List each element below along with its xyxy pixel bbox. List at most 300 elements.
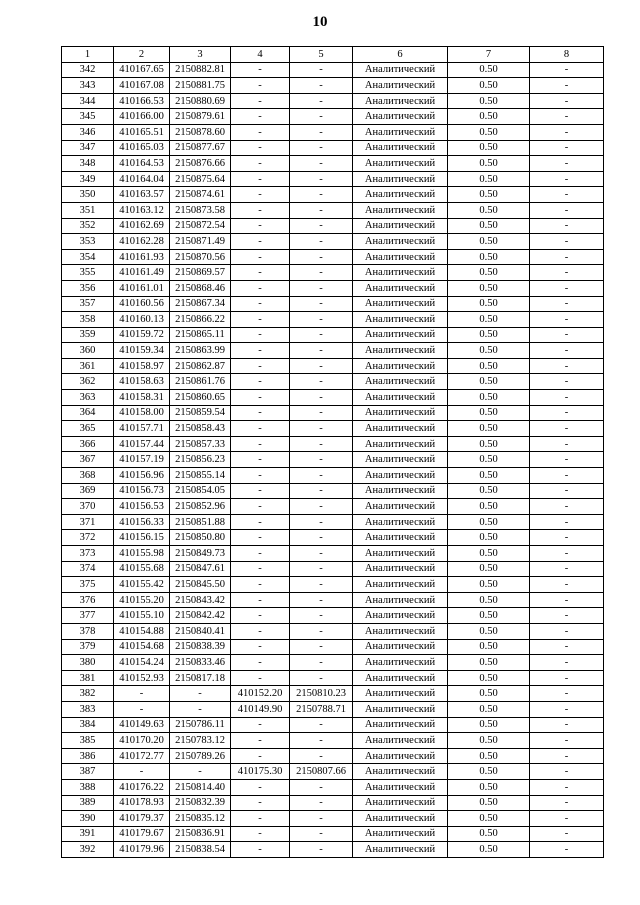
header-cell: 5 (290, 47, 353, 63)
note-cell: - (530, 93, 604, 109)
method-cell: Аналитический (353, 436, 448, 452)
x-coordinate-cell: - (114, 686, 170, 702)
method-cell: Аналитический (353, 93, 448, 109)
x-coordinate-alt-cell: - (231, 343, 290, 359)
point-number-cell: 371 (62, 514, 114, 530)
note-cell: - (530, 452, 604, 468)
table-row (62, 171, 604, 187)
table-row (62, 140, 604, 156)
x-coordinate-alt-cell: - (231, 499, 290, 515)
method-cell: Аналитический (353, 701, 448, 717)
x-coordinate-cell: 410156.15 (114, 530, 170, 546)
x-coordinate-cell: 410158.00 (114, 405, 170, 421)
point-number-cell: 383 (62, 701, 114, 717)
accuracy-cell: 0.50 (448, 124, 530, 140)
accuracy-cell: 0.50 (448, 483, 530, 499)
note-cell: - (530, 62, 604, 78)
x-coordinate-alt-cell: - (231, 748, 290, 764)
point-number-cell: 361 (62, 358, 114, 374)
x-coordinate-cell: 410165.51 (114, 124, 170, 140)
accuracy-cell: 0.50 (448, 764, 530, 780)
y-coordinate-alt-cell: 2150810.23 (290, 686, 353, 702)
x-coordinate-alt-cell: - (231, 312, 290, 328)
note-cell: - (530, 717, 604, 733)
table-row (62, 686, 604, 702)
y-coordinate-alt-cell: - (290, 124, 353, 140)
accuracy-cell: 0.50 (448, 312, 530, 328)
y-coordinate-cell: 2150882.81 (170, 62, 231, 78)
x-coordinate-cell: 410161.93 (114, 249, 170, 265)
note-cell: - (530, 358, 604, 374)
table-row (62, 202, 604, 218)
method-cell: Аналитический (353, 592, 448, 608)
x-coordinate-alt-cell: 410175.30 (231, 764, 290, 780)
table-row (62, 468, 604, 484)
point-number-cell: 373 (62, 546, 114, 562)
x-coordinate-cell: 410170.20 (114, 733, 170, 749)
point-number-cell: 344 (62, 93, 114, 109)
point-number-cell: 376 (62, 592, 114, 608)
x-coordinate-cell: 410155.68 (114, 561, 170, 577)
x-coordinate-alt-cell: - (231, 93, 290, 109)
x-coordinate-cell: 410167.08 (114, 78, 170, 94)
point-number-cell: 380 (62, 655, 114, 671)
y-coordinate-alt-cell: - (290, 280, 353, 296)
note-cell: - (530, 124, 604, 140)
y-coordinate-alt-cell: - (290, 265, 353, 281)
method-cell: Аналитический (353, 811, 448, 827)
table-row (62, 249, 604, 265)
x-coordinate-alt-cell: - (231, 608, 290, 624)
x-coordinate-alt-cell: - (231, 670, 290, 686)
table-row (62, 764, 604, 780)
point-number-cell: 370 (62, 499, 114, 515)
y-coordinate-cell: 2150865.11 (170, 327, 231, 343)
y-coordinate-cell: 2150877.67 (170, 140, 231, 156)
table-row (62, 421, 604, 437)
point-number-cell: 368 (62, 468, 114, 484)
x-coordinate-cell: 410161.01 (114, 280, 170, 296)
method-cell: Аналитический (353, 109, 448, 125)
table-row (62, 109, 604, 125)
x-coordinate-cell: 410160.56 (114, 296, 170, 312)
accuracy-cell: 0.50 (448, 62, 530, 78)
accuracy-cell: 0.50 (448, 218, 530, 234)
x-coordinate-cell: 410166.53 (114, 93, 170, 109)
accuracy-cell: 0.50 (448, 202, 530, 218)
y-coordinate-cell: 2150783.12 (170, 733, 231, 749)
x-coordinate-cell: 410154.24 (114, 655, 170, 671)
method-cell: Аналитический (353, 779, 448, 795)
x-coordinate-cell: 410162.28 (114, 234, 170, 250)
x-coordinate-alt-cell: - (231, 327, 290, 343)
x-coordinate-cell: 410158.31 (114, 390, 170, 406)
point-number-cell: 345 (62, 109, 114, 125)
note-cell: - (530, 577, 604, 593)
accuracy-cell: 0.50 (448, 109, 530, 125)
point-number-cell: 346 (62, 124, 114, 140)
y-coordinate-alt-cell: - (290, 390, 353, 406)
x-coordinate-alt-cell: - (231, 452, 290, 468)
y-coordinate-alt-cell: - (290, 249, 353, 265)
accuracy-cell: 0.50 (448, 577, 530, 593)
table-row (62, 187, 604, 203)
note-cell: - (530, 78, 604, 94)
x-coordinate-alt-cell: 410149.90 (231, 701, 290, 717)
method-cell: Аналитический (353, 421, 448, 437)
y-coordinate-cell: 2150845.50 (170, 577, 231, 593)
y-coordinate-alt-cell: - (290, 421, 353, 437)
table-row (62, 530, 604, 546)
table-row (62, 358, 604, 374)
header-cell: 8 (530, 47, 604, 63)
note-cell: - (530, 374, 604, 390)
x-coordinate-cell: 410158.97 (114, 358, 170, 374)
y-coordinate-cell: 2150866.22 (170, 312, 231, 328)
y-coordinate-cell: 2150817.18 (170, 670, 231, 686)
x-coordinate-cell: 410164.04 (114, 171, 170, 187)
note-cell: - (530, 265, 604, 281)
accuracy-cell: 0.50 (448, 327, 530, 343)
y-coordinate-cell: 2150876.66 (170, 156, 231, 172)
accuracy-cell: 0.50 (448, 93, 530, 109)
table-row (62, 499, 604, 515)
table-row (62, 561, 604, 577)
method-cell: Аналитический (353, 468, 448, 484)
note-cell: - (530, 670, 604, 686)
y-coordinate-cell: 2150814.40 (170, 779, 231, 795)
method-cell: Аналитический (353, 140, 448, 156)
note-cell: - (530, 390, 604, 406)
note-cell: - (530, 421, 604, 437)
y-coordinate-alt-cell: - (290, 374, 353, 390)
x-coordinate-alt-cell: - (231, 717, 290, 733)
accuracy-cell: 0.50 (448, 717, 530, 733)
x-coordinate-alt-cell: - (231, 826, 290, 842)
accuracy-cell: 0.50 (448, 499, 530, 515)
x-coordinate-alt-cell: - (231, 405, 290, 421)
method-cell: Аналитический (353, 405, 448, 421)
table-row (62, 826, 604, 842)
point-number-cell: 372 (62, 530, 114, 546)
accuracy-cell: 0.50 (448, 374, 530, 390)
method-cell: Аналитический (353, 171, 448, 187)
point-number-cell: 363 (62, 390, 114, 406)
x-coordinate-cell: 410165.03 (114, 140, 170, 156)
x-coordinate-cell: 410159.72 (114, 327, 170, 343)
y-coordinate-cell: 2150867.34 (170, 296, 231, 312)
y-coordinate-alt-cell: 2150807.66 (290, 764, 353, 780)
x-coordinate-cell: 410176.22 (114, 779, 170, 795)
note-cell: - (530, 156, 604, 172)
y-coordinate-cell: 2150849.73 (170, 546, 231, 562)
x-coordinate-alt-cell: - (231, 156, 290, 172)
method-cell: Аналитический (353, 78, 448, 94)
note-cell: - (530, 171, 604, 187)
x-coordinate-cell: 410155.20 (114, 592, 170, 608)
x-coordinate-alt-cell: - (231, 436, 290, 452)
accuracy-cell: 0.50 (448, 779, 530, 795)
y-coordinate-cell: 2150832.39 (170, 795, 231, 811)
note-cell: - (530, 405, 604, 421)
accuracy-cell: 0.50 (448, 748, 530, 764)
note-cell: - (530, 826, 604, 842)
point-number-cell: 352 (62, 218, 114, 234)
method-cell: Аналитический (353, 187, 448, 203)
table-row (62, 405, 604, 421)
accuracy-cell: 0.50 (448, 140, 530, 156)
accuracy-cell: 0.50 (448, 358, 530, 374)
y-coordinate-cell: 2150869.57 (170, 265, 231, 281)
x-coordinate-alt-cell: - (231, 779, 290, 795)
y-coordinate-alt-cell: - (290, 405, 353, 421)
y-coordinate-cell: 2150855.14 (170, 468, 231, 484)
table-row (62, 296, 604, 312)
y-coordinate-cell: 2150858.43 (170, 421, 231, 437)
note-cell: - (530, 312, 604, 328)
y-coordinate-cell: 2150786.11 (170, 717, 231, 733)
x-coordinate-cell: 410156.96 (114, 468, 170, 484)
x-coordinate-alt-cell: - (231, 390, 290, 406)
y-coordinate-cell: 2150861.76 (170, 374, 231, 390)
note-cell: - (530, 514, 604, 530)
y-coordinate-cell: 2150850.80 (170, 530, 231, 546)
method-cell: Аналитический (353, 733, 448, 749)
accuracy-cell: 0.50 (448, 561, 530, 577)
x-coordinate-alt-cell: - (231, 187, 290, 203)
method-cell: Аналитический (353, 452, 448, 468)
x-coordinate-alt-cell: - (231, 296, 290, 312)
table-row (62, 514, 604, 530)
header-cell: 7 (448, 47, 530, 63)
y-coordinate-cell: - (170, 686, 231, 702)
header-cell: 6 (353, 47, 448, 63)
x-coordinate-alt-cell: - (231, 514, 290, 530)
y-coordinate-cell: 2150868.46 (170, 280, 231, 296)
method-cell: Аналитический (353, 296, 448, 312)
accuracy-cell: 0.50 (448, 686, 530, 702)
accuracy-cell: 0.50 (448, 156, 530, 172)
accuracy-cell: 0.50 (448, 280, 530, 296)
table-body (62, 62, 604, 857)
table-row (62, 265, 604, 281)
method-cell: Аналитический (353, 717, 448, 733)
accuracy-cell: 0.50 (448, 701, 530, 717)
method-cell: Аналитический (353, 561, 448, 577)
method-cell: Аналитический (353, 390, 448, 406)
point-number-cell: 356 (62, 280, 114, 296)
y-coordinate-cell: 2150838.54 (170, 842, 231, 858)
y-coordinate-cell: 2150873.58 (170, 202, 231, 218)
note-cell: - (530, 249, 604, 265)
x-coordinate-alt-cell: - (231, 592, 290, 608)
x-coordinate-cell: 410157.44 (114, 436, 170, 452)
x-coordinate-cell: 410162.69 (114, 218, 170, 234)
y-coordinate-alt-cell: - (290, 530, 353, 546)
y-coordinate-cell: 2150789.26 (170, 748, 231, 764)
note-cell: - (530, 811, 604, 827)
x-coordinate-alt-cell: - (231, 202, 290, 218)
note-cell: - (530, 187, 604, 203)
y-coordinate-alt-cell: - (290, 592, 353, 608)
accuracy-cell: 0.50 (448, 234, 530, 250)
x-coordinate-cell: 410156.33 (114, 514, 170, 530)
y-coordinate-cell: 2150872.54 (170, 218, 231, 234)
table-row (62, 343, 604, 359)
y-coordinate-cell: 2150847.61 (170, 561, 231, 577)
point-number-cell: 379 (62, 639, 114, 655)
table-row (62, 234, 604, 250)
point-number-cell: 377 (62, 608, 114, 624)
note-cell: - (530, 468, 604, 484)
table-row (62, 748, 604, 764)
table-row (62, 390, 604, 406)
method-cell: Аналитический (353, 499, 448, 515)
y-coordinate-alt-cell: - (290, 639, 353, 655)
x-coordinate-cell: 410179.37 (114, 811, 170, 827)
method-cell: Аналитический (353, 655, 448, 671)
x-coordinate-cell: 410164.53 (114, 156, 170, 172)
note-cell: - (530, 686, 604, 702)
x-coordinate-alt-cell: - (231, 842, 290, 858)
y-coordinate-cell: 2150833.46 (170, 655, 231, 671)
x-coordinate-alt-cell: - (231, 639, 290, 655)
accuracy-cell: 0.50 (448, 655, 530, 671)
point-number-cell: 389 (62, 795, 114, 811)
header-cell: 4 (231, 47, 290, 63)
method-cell: Аналитический (353, 249, 448, 265)
y-coordinate-alt-cell: - (290, 296, 353, 312)
y-coordinate-cell: 2150878.60 (170, 124, 231, 140)
accuracy-cell: 0.50 (448, 592, 530, 608)
point-number-cell: 365 (62, 421, 114, 437)
table-row (62, 374, 604, 390)
point-number-cell: 386 (62, 748, 114, 764)
note-cell: - (530, 499, 604, 515)
x-coordinate-cell: 410156.73 (114, 483, 170, 499)
table-row (62, 280, 604, 296)
y-coordinate-alt-cell: - (290, 327, 353, 343)
accuracy-cell: 0.50 (448, 249, 530, 265)
x-coordinate-alt-cell: - (231, 109, 290, 125)
point-number-cell: 392 (62, 842, 114, 858)
y-coordinate-alt-cell: - (290, 608, 353, 624)
y-coordinate-alt-cell: - (290, 452, 353, 468)
method-cell: Аналитический (353, 546, 448, 562)
accuracy-cell: 0.50 (448, 296, 530, 312)
y-coordinate-alt-cell: - (290, 546, 353, 562)
y-coordinate-alt-cell: - (290, 795, 353, 811)
accuracy-cell: 0.50 (448, 670, 530, 686)
y-coordinate-alt-cell: - (290, 171, 353, 187)
header-cell: 3 (170, 47, 231, 63)
method-cell: Аналитический (353, 530, 448, 546)
y-coordinate-alt-cell: - (290, 93, 353, 109)
method-cell: Аналитический (353, 748, 448, 764)
method-cell: Аналитический (353, 156, 448, 172)
note-cell: - (530, 779, 604, 795)
method-cell: Аналитический (353, 280, 448, 296)
note-cell: - (530, 623, 604, 639)
accuracy-cell: 0.50 (448, 343, 530, 359)
table-row (62, 546, 604, 562)
table-row (62, 577, 604, 593)
method-cell: Аналитический (353, 842, 448, 858)
note-cell: - (530, 842, 604, 858)
x-coordinate-cell: 410149.63 (114, 717, 170, 733)
table-row (62, 218, 604, 234)
table-row (62, 62, 604, 78)
y-coordinate-alt-cell: - (290, 655, 353, 671)
method-cell: Аналитический (353, 483, 448, 499)
y-coordinate-alt-cell: - (290, 577, 353, 593)
y-coordinate-cell: 2150875.64 (170, 171, 231, 187)
note-cell: - (530, 343, 604, 359)
y-coordinate-cell: 2150881.75 (170, 78, 231, 94)
y-coordinate-cell: 2150880.69 (170, 93, 231, 109)
y-coordinate-cell: 2150860.65 (170, 390, 231, 406)
note-cell: - (530, 795, 604, 811)
accuracy-cell: 0.50 (448, 733, 530, 749)
note-cell: - (530, 109, 604, 125)
method-cell: Аналитический (353, 202, 448, 218)
y-coordinate-cell: 2150843.42 (170, 592, 231, 608)
x-coordinate-cell: 410156.53 (114, 499, 170, 515)
point-number-cell: 366 (62, 436, 114, 452)
method-cell: Аналитический (353, 795, 448, 811)
y-coordinate-alt-cell: - (290, 187, 353, 203)
method-cell: Аналитический (353, 124, 448, 140)
accuracy-cell: 0.50 (448, 623, 530, 639)
x-coordinate-cell: 410166.00 (114, 109, 170, 125)
method-cell: Аналитический (353, 764, 448, 780)
y-coordinate-alt-cell: - (290, 234, 353, 250)
method-cell: Аналитический (353, 639, 448, 655)
point-number-cell: 350 (62, 187, 114, 203)
table-row (62, 78, 604, 94)
y-coordinate-alt-cell: - (290, 343, 353, 359)
y-coordinate-cell: 2150870.56 (170, 249, 231, 265)
accuracy-cell: 0.50 (448, 436, 530, 452)
y-coordinate-alt-cell: - (290, 514, 353, 530)
x-coordinate-cell: - (114, 701, 170, 717)
table-row (62, 779, 604, 795)
y-coordinate-alt-cell: - (290, 78, 353, 94)
x-coordinate-alt-cell: - (231, 78, 290, 94)
accuracy-cell: 0.50 (448, 546, 530, 562)
accuracy-cell: 0.50 (448, 390, 530, 406)
table-row (62, 655, 604, 671)
note-cell: - (530, 530, 604, 546)
y-coordinate-cell: 2150835.12 (170, 811, 231, 827)
table-row (62, 483, 604, 499)
point-number-cell: 349 (62, 171, 114, 187)
coordinates-table (61, 46, 604, 858)
x-coordinate-alt-cell: - (231, 280, 290, 296)
x-coordinate-cell: 410155.10 (114, 608, 170, 624)
x-coordinate-cell: 410161.49 (114, 265, 170, 281)
method-cell: Аналитический (353, 686, 448, 702)
point-number-cell: 355 (62, 265, 114, 281)
method-cell: Аналитический (353, 234, 448, 250)
accuracy-cell: 0.50 (448, 826, 530, 842)
point-number-cell: 359 (62, 327, 114, 343)
x-coordinate-alt-cell: - (231, 421, 290, 437)
accuracy-cell: 0.50 (448, 265, 530, 281)
x-coordinate-cell: - (114, 764, 170, 780)
table-row (62, 608, 604, 624)
y-coordinate-alt-cell: - (290, 717, 353, 733)
